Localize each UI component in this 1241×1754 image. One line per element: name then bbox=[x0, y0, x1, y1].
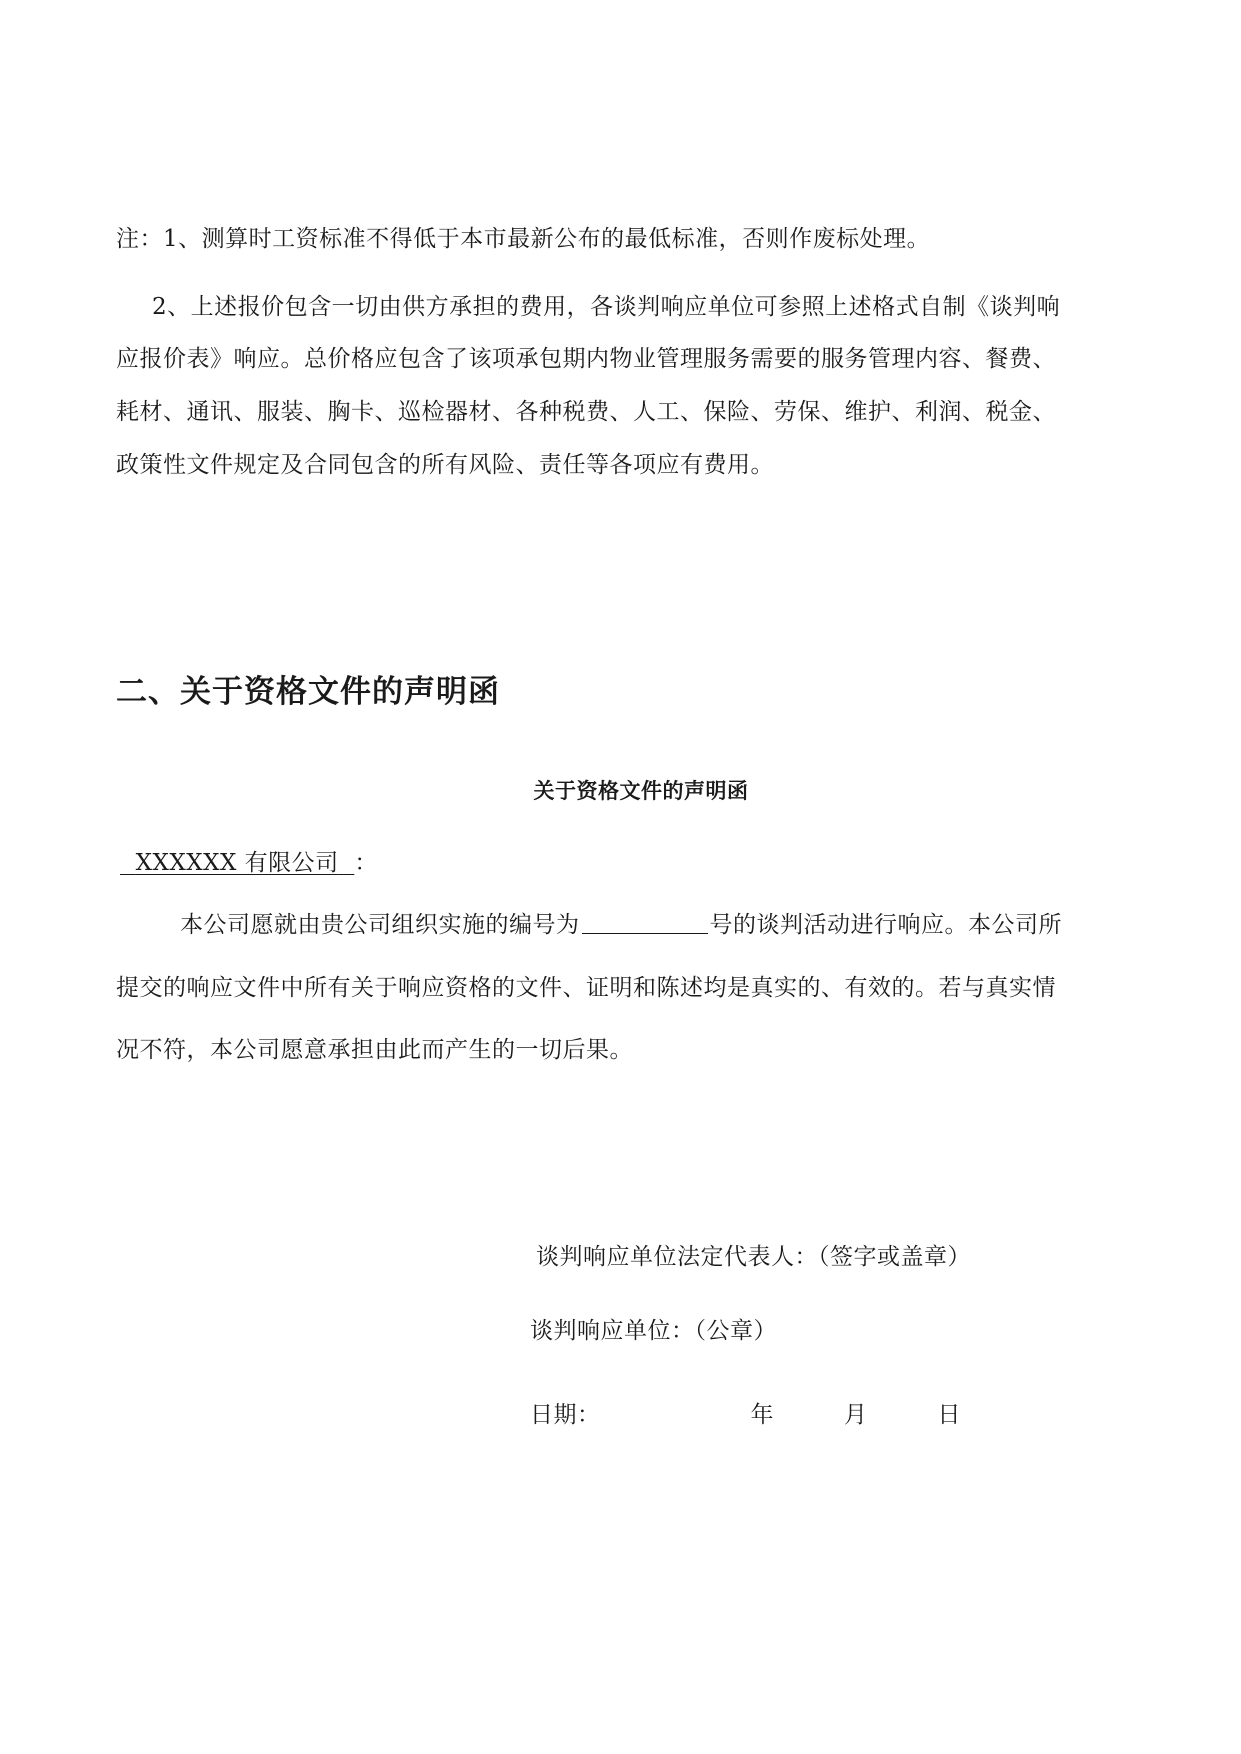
addressee-company: XXXXXX 有限公司 bbox=[135, 850, 339, 876]
date-label: 日期： bbox=[530, 1402, 601, 1428]
letter-body-line-3: 况不符，本公司愿意承担由此而产生的一切后果。 bbox=[116, 1037, 633, 1063]
date-month: 月 bbox=[844, 1402, 868, 1428]
date-day: 日 bbox=[937, 1402, 961, 1428]
letter-body-line-1 bbox=[180, 910, 1062, 940]
body-line-1-part-1: 本公司愿就由贵公司组织实施的编号为 bbox=[180, 912, 580, 938]
note-line-3: 应报价表》响应。总价格应包含了该项承包期内物业管理服务需要的服务管理内容、餐费、 bbox=[116, 346, 1056, 372]
letter-title: 关于资格文件的声明函 bbox=[533, 779, 749, 803]
note-line-4: 耗材、通讯、服装、胸卡、巡检器材、各种税费、人工、保险、劳保、维护、利润、税金、 bbox=[116, 399, 1056, 425]
body-line-1-part-2: 号的谈判活动进行响应。本公司所 bbox=[709, 912, 1062, 938]
note-line-2: 2、上述报价包含一切由供方承担的费用，各谈判响应单位可参照上述格式自制《谈判响 bbox=[152, 294, 1061, 320]
date-year: 年 bbox=[750, 1402, 774, 1428]
section-heading: 二、关于资格文件的声明函 bbox=[116, 674, 500, 710]
letter-addressee bbox=[120, 848, 378, 878]
signature-representative: 谈判响应单位法定代表人：（签字或盖章） bbox=[536, 1244, 971, 1270]
addressee-colon: ： bbox=[354, 850, 378, 876]
signature-date bbox=[530, 1400, 961, 1430]
reference-number-blank bbox=[582, 911, 708, 934]
addressee-name bbox=[120, 850, 354, 876]
letter-body-line-2: 提交的响应文件中所有关于响应资格的文件、证明和陈述均是真实的、有效的。若与真实情 bbox=[116, 975, 1056, 1001]
note-line-5: 政策性文件规定及合同包含的所有风险、责任等各项应有费用。 bbox=[116, 452, 774, 478]
note-line-1: 注：1、测算时工资标准不得低于本市最新公布的最低标准，否则作废标处理。 bbox=[116, 226, 931, 252]
signature-unit: 谈判响应单位：（公章） bbox=[530, 1318, 777, 1344]
